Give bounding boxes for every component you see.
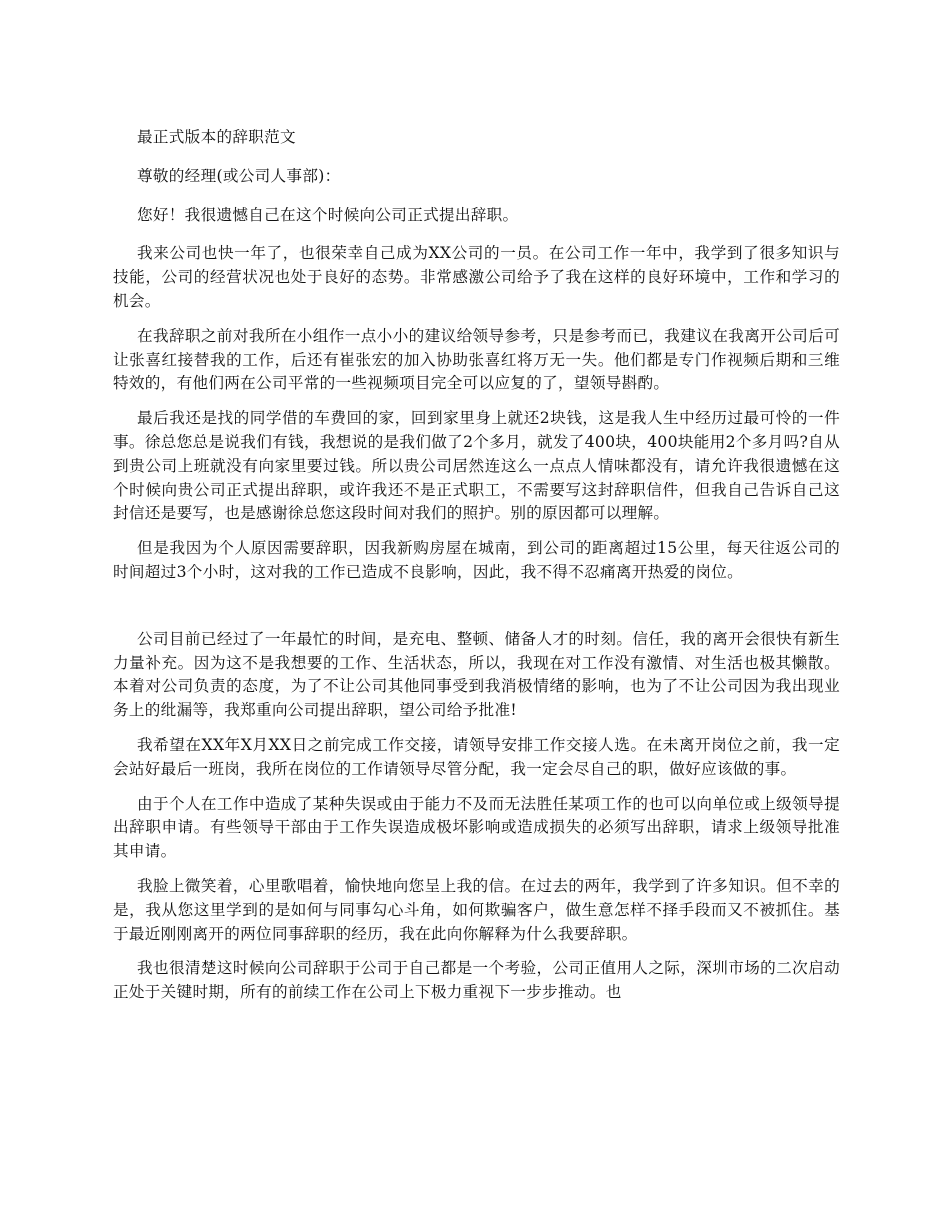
paragraph: 但是我因为个人原因需要辞职，因我新购房屋在城南，到公司的距离超过15公里，每天往返公司的时间超过3个小时，这对我的工作已造成不良影响，因此，我不得不忍痛离开热爱的岗位。 (113, 539, 840, 581)
salutation: 尊敬的经理(或公司人事部)： (137, 166, 341, 185)
document-title: 最正式版本的辞职范文 (137, 128, 296, 146)
paragraph: 在我辞职之前对我所在小组作一点小小的建议给领导参考，只是参考而已，我建议在我离开公司后可让张喜红接替我的工作，后还有崔张宏的加入协助张喜红将万无一失。他们都是专门作视频后期和三维特效的，有他们两在公司平常的一些视频项目完全可以应复的了，望领导斟酌。 (113, 326, 840, 393)
paragraph: 我希望在XX年X月XX日之前完成工作交接，请领导安排工作交接人选。在未离开岗位之前，我一定会站好最后一班岗，我所在岗位的工作请领导尽管分配，我一定会尽自己的职，做好应该做的事。 (113, 735, 840, 778)
paragraph: 我也很清楚这时候向公司辞职于公司于自己都是一个考验，公司正值用人之际，深圳市场的二次启动正处于关键时期，所有的前续工作在公司上下极力重视下一步步推动。也 (113, 959, 840, 1002)
greeting: 您好！我很遗憾自己在这个时候向公司正式提出辞职。 (137, 205, 519, 224)
paragraph: 我来公司也快一年了，也很荣幸自己成为XX公司的一员。在公司工作一年中，我学到了很多知识与技能，公司的经营状况也处于良好的态势。非常感激公司给予了我在这样的良好环境中，工作和学习的机会。 (113, 244, 840, 310)
paragraph: 公司目前已经过了一年最忙的时间，是充电、整顿、储备人才的时刻。信任，我的离开会很快有新生力量补充。因为这不是我想要的工作、生活状态，所以，我现在对工作没有激情、对生活也极其懒散。本着对公司负责的态度，为了不让公司其他同事受到我消极情绪的影响，也为了不让公司因为我出现业务上的纰漏等，我郑重向公司提出辞职，望公司给予批准! (113, 629, 840, 720)
paragraph: 我脸上微笑着，心里歌唱着，愉快地向您呈上我的信。在过去的两年，我学到了许多知识。但不幸的是，我从您这里学到的是如何与同事勾心斗角，如何欺骗客户，做生意怎样不择手段而又不被抓住。基于最近刚刚离开的两位同事辞职的经历，我在此向你解释为什么我要辞职。 (113, 876, 840, 943)
paragraph: 由于个人在工作中造成了某种失误或由于能力不及而无法胜任某项工作的也可以向单位或上级领导提出辞职申请。有些领导干部由于工作失误造成极坏影响或造成损失的必须写出辞职，请求上级领导批准其申请。 (113, 794, 840, 861)
paragraph: 最后我还是找的同学借的车费回的家，回到家里身上就还2块钱，这是我人生中经历过最可怜的一件事。徐总您总是说我们有钱，我想说的是我们做了2个多月，就发了400块，400块能用2个多月吗?自从到贵公司上班就没有向家里要过钱。所以贵公司居然连这么一点点人情味都没有，请允许我很遗憾在这个时候向贵公司正式提出辞职，或许我还不是正式职工，不需要写这封辞职信件，但我自己告诉自己这封信还是要写，也是感谢徐总您这段时间对我们的照护。别的原因都可以理解。 (113, 409, 840, 523)
document-body (113, 126, 840, 1016)
section-gap (113, 596, 840, 628)
